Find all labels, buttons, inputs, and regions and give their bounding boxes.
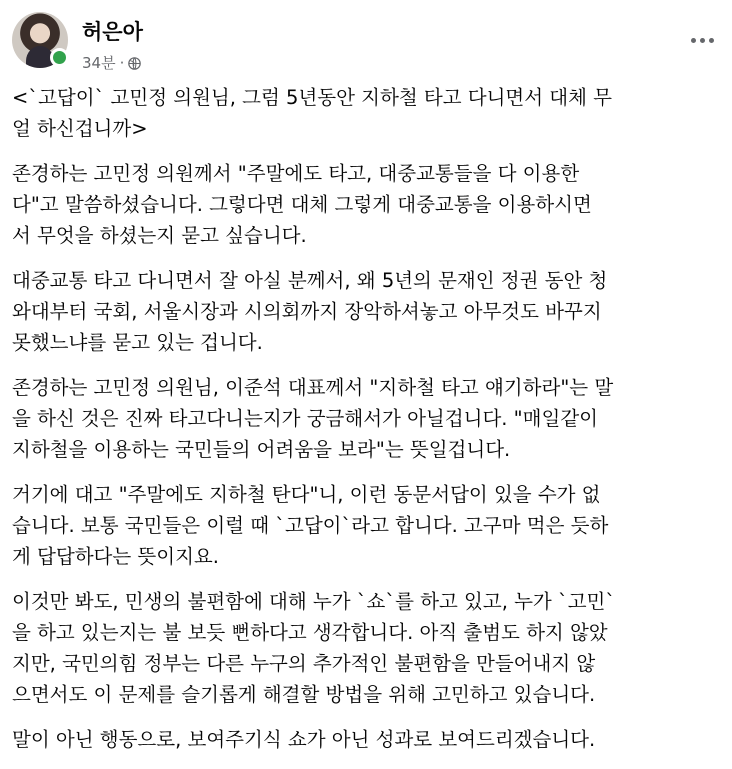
post-paragraph: 대중교통 타고 다니면서 잘 아실 분께서, 왜 5년의 문재인 정권 동안 청 와대부터 국회, 서울시장과 시의회까지 장악하셔놓고 아무것도 바꾸지 못했느냐를 묻고 있는 겁니다. (12, 269, 608, 354)
post-header (12, 12, 720, 72)
meta-separator: · (119, 53, 125, 72)
post-paragraph: 이것만 봐도, 민생의 불편함에 대해 누가 `쇼`를 하고 있고, 누가 `고민` 을 하고 있는지는 불 보듯 뻔하다고 생각합니다. 아직 출범도 하지 않았 지만, 국민의힘 정부는 다른 누구의 추가적인 불편함을 만들어내지 않 으면서도 이 문제를 슬기롭게 해결할 방법을 위해 고민하고 있습니다. (12, 590, 616, 706)
post-paragraph: <`고답이` 고민정 의원님, 그럼 5년동안 지하철 타고 다니면서 대체 무 얼 하신겁니까> (12, 86, 612, 140)
post-paragraph: 거기에 대고 "주말에도 지하철 탄다"니, 이런 동문서답이 있을 수가 없 습니다. 보통 국민들은 이럴 때 `고답이`라고 합니다. 고구마 먹은 듯하 게 답답하다는 뜻이지요. (12, 483, 609, 568)
more-horizontal-icon (691, 38, 714, 43)
globe-icon[interactable] (128, 56, 141, 69)
more-options-button[interactable] (684, 26, 720, 54)
post-meta (82, 52, 141, 73)
post-timestamp[interactable]: 34분 (82, 54, 116, 72)
post-body (12, 82, 712, 769)
post-paragraph: 존경하는 고민정 의원님, 이준석 대표께서 "지하철 타고 얘기하라"는 말 을 하신 것은 진짜 타고다니는지가 궁금해서가 아닐겁니다. "매일같이 지하철을 이용하는 국민들의 어려움을 보라"는 뜻일겁니다. (12, 376, 614, 461)
globe-icon-svg (128, 57, 141, 70)
author-avatar[interactable] (12, 12, 68, 68)
author-name[interactable]: 허은아 (82, 20, 143, 44)
post-paragraph: 말이 아닌 행동으로, 보여주기식 쇼가 아닌 성과로 보여드리겠습니다. (12, 728, 596, 751)
post-paragraph: 존경하는 고민정 의원께서 "주말에도 타고, 대중교통들을 다 이용한 다"고 말씀하셨습니다. 그렇다면 대체 그렇게 대중교통을 이용하시면 서 무엇을 하셨는지 묻고 싶습니다. (12, 162, 592, 247)
online-status-dot (50, 48, 69, 67)
